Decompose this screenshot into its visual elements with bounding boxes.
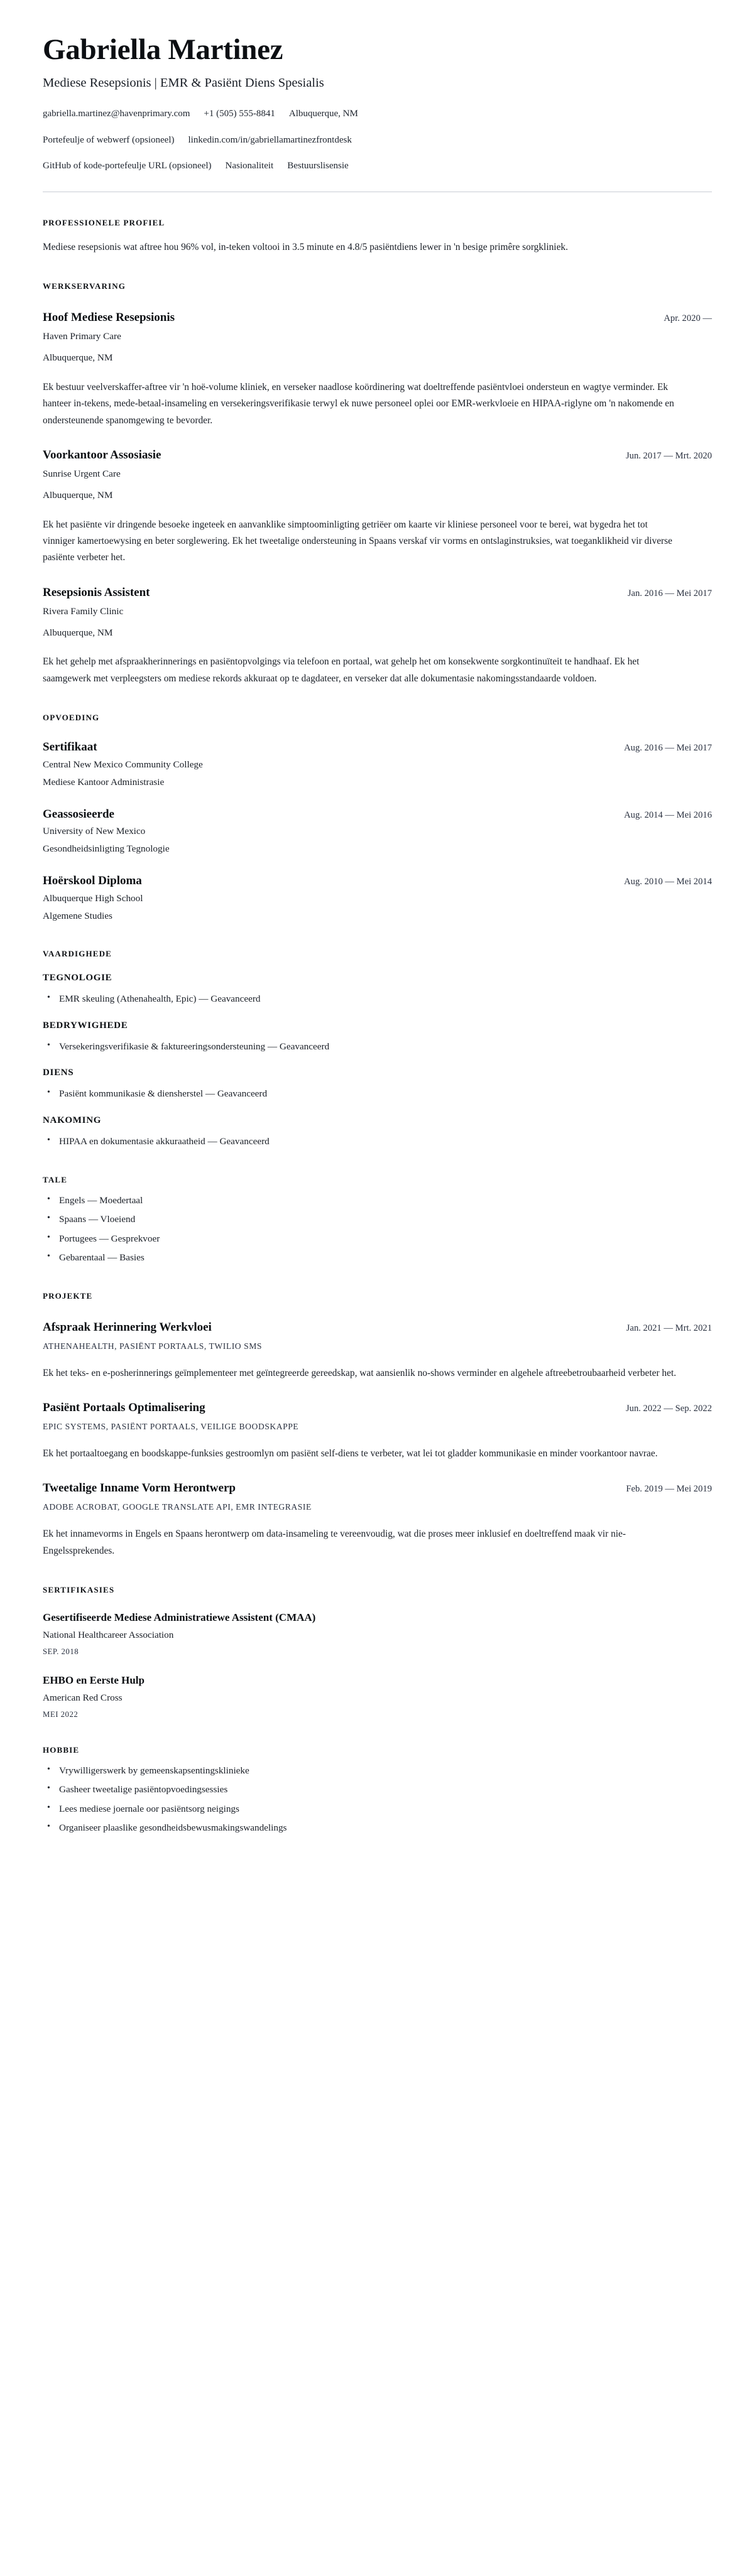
certification-date: SEP. 2018 bbox=[43, 1647, 79, 1656]
language-list bbox=[43, 1193, 712, 1265]
skill-group-title: NAKOMING bbox=[43, 1115, 102, 1125]
experience-entry bbox=[43, 310, 712, 429]
experience-date-range: Jun. 2017 — Mrt. 2020 bbox=[625, 451, 712, 462]
candidate-name: Gabriella Martinez bbox=[43, 33, 283, 66]
education-entry bbox=[43, 740, 712, 789]
contact-row-portfolio bbox=[43, 133, 712, 148]
candidate-headline: Mediese Resepsionis | EMR & Pasiënt Diens Spesialis bbox=[43, 75, 324, 90]
section-education bbox=[43, 713, 712, 923]
skill-list bbox=[43, 992, 712, 1007]
skill-list bbox=[43, 1039, 712, 1054]
education-entry-header bbox=[43, 874, 712, 889]
section-title-profile: PROFESSIONELE PROFIEL bbox=[43, 217, 165, 227]
project-tech-stack: EPIC SYSTEMS, PASIËNT PORTAALS, VEILIGE BOODSKAPPE bbox=[43, 1421, 299, 1431]
project-entry-header bbox=[43, 1481, 712, 1496]
experience-entry bbox=[43, 448, 712, 566]
section-languages bbox=[43, 1175, 712, 1265]
education-institution: University of New Mexico bbox=[43, 826, 146, 837]
project-date-range: Feb. 2019 — Mei 2019 bbox=[626, 1484, 712, 1495]
education-degree: Geassosieerde bbox=[43, 807, 114, 821]
education-field: Gesondheidsinligting Tegnologie bbox=[43, 843, 170, 855]
education-entry-header bbox=[43, 807, 712, 822]
project-description: Ek het innamevorms in Engels en Spaans herontwerp om data-insameling te vereenvoudig, wat die proses meer inklusief en doeltreffend maak vir nie-Engelssprekendes. bbox=[43, 1529, 626, 1556]
skill-group-title: TEGNOLOGIE bbox=[43, 973, 112, 983]
experience-date-range: Apr. 2020 — bbox=[664, 313, 712, 324]
language-item: • Gebarentaal — Basies bbox=[43, 1250, 712, 1265]
project-title: Tweetalige Inname Vorm Herontwerp bbox=[43, 1481, 236, 1495]
project-tech-stack: ATHENAHEALTH, PASIËNT PORTAALS, TWILIO SMS bbox=[43, 1341, 262, 1351]
certification-date: MEI 2022 bbox=[43, 1709, 79, 1719]
education-degree: Sertifikaat bbox=[43, 740, 97, 754]
certification-entry bbox=[43, 1611, 712, 1657]
experience-job-title: Hoof Mediese Resepsionis bbox=[43, 311, 175, 325]
project-date-range: Jan. 2021 — Mrt. 2021 bbox=[626, 1323, 712, 1333]
experience-date-range: Jan. 2016 — Mei 2017 bbox=[627, 588, 712, 598]
experience-description: Ek het pasiënte vir dringende besoeke ingeteek en aanvanklike simptoominligting getriëer om kaarte vir kliniese personeel voor te berei, wat bygedra het tot vinniger kamertoewysing en beter sorglewering. Ek het tweetalige ondersteuning in Spaans verskaf vir vorms en ontslaginstruksies, wat toeganklikheid vir diverse pasiënte verbeter het. bbox=[43, 519, 672, 563]
contact-linkedin[interactable]: linkedin.com/in/gabriellamartinezfrontdesk bbox=[188, 134, 352, 145]
project-entry bbox=[43, 1481, 712, 1559]
project-entry bbox=[43, 1400, 712, 1462]
certification-name: Gesertifiseerde Mediese Administratiewe Assistent (CMAA) bbox=[43, 1611, 316, 1623]
skill-group-title: DIENS bbox=[43, 1068, 74, 1078]
experience-location: Albuquerque, NM bbox=[43, 489, 113, 501]
section-profile bbox=[43, 218, 712, 256]
skill-group bbox=[43, 1115, 712, 1149]
contact-location: Albuquerque, NM bbox=[288, 109, 358, 119]
skill-group bbox=[43, 1068, 712, 1101]
experience-entry-header bbox=[43, 310, 712, 325]
certification-issuer: National Healthcareer Association bbox=[43, 1630, 174, 1641]
hobby-item: • Gasheer tweetalige pasiëntopvoedingsessies bbox=[43, 1782, 712, 1797]
project-entry-header bbox=[43, 1320, 712, 1335]
education-entry-header bbox=[43, 740, 712, 755]
education-entry bbox=[43, 874, 712, 923]
contact-row-extra bbox=[43, 159, 712, 173]
experience-description: Ek bestuur veelverskaffer-aftree vir 'n hoë-volume kliniek, en verseker naadlose koördinering wat doeltreffende pasiëntvloei ondersteun en wagtye verminder. Ek hanteer in-tekens, mede-betaal-insameling en versekeringsverifikasie terwyl ek nuwe personeel oplei oor EMR-werkvloeie en HIPAA-riglyne om 'n nakomende en ondersteunende spanomgewing te bevorder. bbox=[43, 381, 674, 426]
language-item: • Portugees — Gesprekvoer bbox=[43, 1231, 712, 1247]
skill-item: • HIPAA en dokumentasie akkuraatheid — Geavanceerd bbox=[43, 1134, 712, 1149]
skill-group bbox=[43, 973, 712, 1007]
education-date-range: Aug. 2010 — Mei 2014 bbox=[624, 876, 712, 887]
section-title-languages: TALE bbox=[43, 1174, 68, 1184]
contact-email[interactable]: gabriella.martinez@havenprimary.com bbox=[43, 109, 190, 119]
project-entry bbox=[43, 1320, 712, 1382]
section-experience bbox=[43, 281, 712, 687]
education-field: Algemene Studies bbox=[43, 910, 112, 921]
section-title-experience: WERKSERVARING bbox=[43, 281, 126, 291]
language-item: • Spaans — Vloeiend bbox=[43, 1212, 712, 1227]
project-entry-header bbox=[43, 1400, 712, 1415]
section-title-projects: PROJEKTE bbox=[43, 1291, 93, 1301]
skill-list bbox=[43, 1086, 712, 1101]
certification-entry bbox=[43, 1674, 712, 1719]
experience-job-title: Resepsionis Assistent bbox=[43, 585, 150, 599]
experience-location: Albuquerque, NM bbox=[43, 352, 113, 363]
project-date-range: Jun. 2022 — Sep. 2022 bbox=[625, 1404, 712, 1414]
experience-employer: Sunrise Urgent Care bbox=[43, 468, 121, 479]
hobby-item: • Lees mediese joernale oor pasiëntsorg neigings bbox=[43, 1802, 712, 1817]
contact-github-label: GitHub of kode-portefeulje URL (opsioneel) bbox=[43, 161, 212, 171]
resume-header bbox=[43, 34, 712, 192]
section-title-certifications: SERTIFIKASIES bbox=[43, 1585, 115, 1594]
project-title: Afspraak Herinnering Werkvloei bbox=[43, 1320, 212, 1334]
experience-entry-header bbox=[43, 448, 712, 463]
skill-item: • Versekeringsverifikasie & faktureeringsondersteuning — Geavanceerd bbox=[43, 1039, 712, 1054]
experience-entry-header bbox=[43, 585, 712, 600]
contact-nationality-label: Nasionaliteit bbox=[225, 161, 274, 171]
hobby-item: • Vrywilligerswerk by gemeenskapsentingsklinieke bbox=[43, 1763, 712, 1778]
project-description: Ek het teks- en e-posherinnerings geïmplementeer met geïntegreerde gereedskap, wat aansienlik no-shows verminder en algehele aftreebetroubaarheid verbeter het. bbox=[43, 1367, 677, 1378]
profile-summary-text: Mediese resepsionis wat aftree hou 96% vol, in-teken voltooi in 3.5 minute en 4.8/5 pasiëntdiens lewer in 'n besige primêre sorgkliniek. bbox=[43, 241, 568, 252]
experience-entry bbox=[43, 585, 712, 687]
skill-item: • Pasiënt kommunikasie & diensherstel — Geavanceerd bbox=[43, 1086, 712, 1101]
experience-description: Ek het gehelp met afspraakherinnerings en pasiëntopvolgings via telefoon en portaal, wat gehelp het om konsekwente sorgkontinuïteit te handhaaf. Ek het saamgewerk met verpleegsters om mediese rekords akkuraat op te dagdateer, en verseker dat alle dokumentasie nakomingsstandaarde voldoen. bbox=[43, 656, 640, 684]
section-projects bbox=[43, 1291, 712, 1559]
contact-phone[interactable]: +1 (505) 555-8841 bbox=[204, 109, 275, 119]
project-description: Ek het portaaltoegang en boodskappe-funksies gestroomlyn om pasiënt self-diens te verbeter, wat lei tot gladder kommunikasie en minder voorkantoor navrae. bbox=[43, 1448, 658, 1459]
section-title-hobbies: HOBBIE bbox=[43, 1745, 80, 1755]
section-title-education: OPVOEDING bbox=[43, 713, 100, 723]
education-date-range: Aug. 2014 — Mei 2016 bbox=[624, 809, 712, 820]
hobby-list bbox=[43, 1763, 712, 1836]
experience-employer: Haven Primary Care bbox=[43, 331, 121, 342]
section-hobbies bbox=[43, 1745, 712, 1836]
certification-issuer: American Red Cross bbox=[43, 1692, 123, 1703]
experience-job-title: Voorkantoor Assosiasie bbox=[43, 448, 161, 462]
education-field: Mediese Kantoor Administrasie bbox=[43, 776, 165, 787]
contact-portfolio-label: Portefeulje of webwerf (opsioneel) bbox=[43, 134, 175, 145]
education-degree: Hoërskool Diploma bbox=[43, 874, 142, 887]
project-title: Pasiënt Portaals Optimalisering bbox=[43, 1401, 205, 1415]
skill-item: • EMR skeuling (Athenahealth, Epic) — Geavanceerd bbox=[43, 992, 712, 1007]
certification-name: EHBO en Eerste Hulp bbox=[43, 1674, 145, 1686]
language-item: • Engels — Moedertaal bbox=[43, 1193, 712, 1208]
skill-group-title: BEDRYWIGHEDE bbox=[43, 1020, 128, 1031]
contact-drivers-license-label: Bestuurslisensie bbox=[287, 161, 349, 171]
experience-location: Albuquerque, NM bbox=[43, 627, 113, 638]
section-title-skills: VAARDIGHEDE bbox=[43, 949, 112, 959]
education-entry bbox=[43, 807, 712, 857]
education-institution: Central New Mexico Community College bbox=[43, 759, 203, 771]
hobby-item: • Organiseer plaaslike gesondheidsbewusmakingswandelings bbox=[43, 1821, 712, 1836]
contact-row-primary bbox=[43, 107, 712, 121]
section-skills bbox=[43, 949, 712, 1149]
section-certifications bbox=[43, 1585, 712, 1719]
experience-employer: Rivera Family Clinic bbox=[43, 605, 124, 617]
education-date-range: Aug. 2016 — Mei 2017 bbox=[624, 743, 712, 754]
skill-list bbox=[43, 1134, 712, 1149]
education-institution: Albuquerque High School bbox=[43, 892, 143, 904]
skill-group bbox=[43, 1020, 712, 1054]
project-tech-stack: ADOBE ACROBAT, GOOGLE TRANSLATE API, EMR INTEGRASIE bbox=[43, 1502, 312, 1512]
